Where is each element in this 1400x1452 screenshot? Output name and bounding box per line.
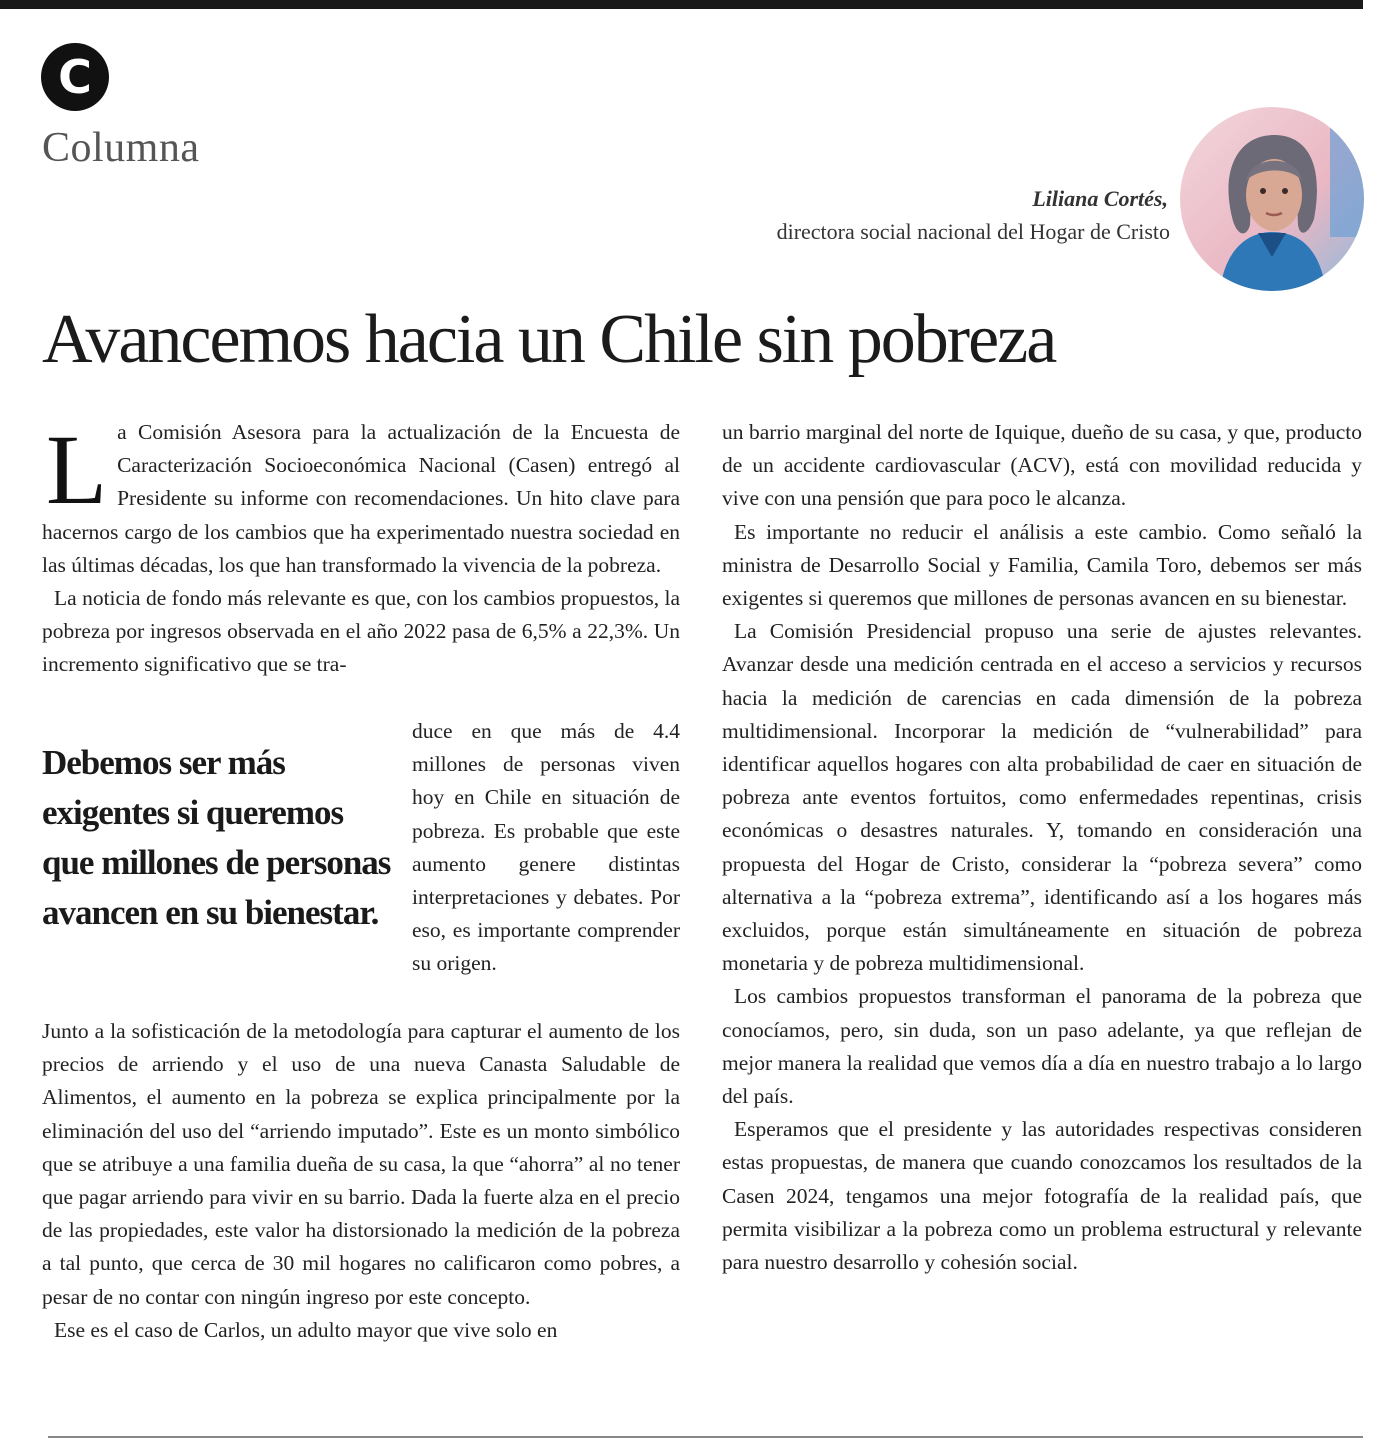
author-photo [1180, 107, 1364, 291]
top-rule [0, 0, 1363, 9]
paragraph-6: La Comisión Presidencial propuso una serie de ajustes relevantes. Avanzar desde una medición centrada en el acceso a servicios y recursos hacia la medición de carencias en cada dimensión de la pobreza multidimensional. Incorporar la medición de “vulnerabilidad” para identificar aquellos hogares con alta probabilidad de caer en situación de pobreza ante eventos fortuitos, como enfermedades repentinas, crisis económicas o desastres naturales. Y, tomando en consideración una propuesta del Hogar de Cristo, considerar la “pobreza severa” como alternativa a la “pobreza extrema”, identificando así a los hogares más excluidos, porque están simultáneamente en situación de pobreza monetaria y de pobreza multidimensional. [722, 619, 1362, 976]
drop-cap: L [46, 414, 108, 525]
paragraph-8: Esperamos que el presidente y las autoridades respectivas consideren estas propuestas, de manera que cuando conozcamos los resultados de la Casen 2024, tengamos una mejor fotografía de la realidad país, que permita visibilizar a la pobreza como un problema estructural y relevante para nuestro desarrollo y cohesión social. [722, 1117, 1362, 1275]
paragraph-4-start: Ese es el caso de Carlos, un adulto mayor que vive solo en [54, 1317, 558, 1342]
paragraph-3: Junto a la sofisticación de la metodología para capturar el aumento de los precios de arriendo y el uso de una nueva Canasta Saludable de Alimentos, el aumento en la pobreza se explica principalmente por la eliminación del uso del “arriendo imputado”. Este es un monto simbólico que se atribuye a una familia dueña de su casa, la que “ahorra” al no tener que pagar arriendo para vivir en su barrio. Dada la fuerte alza en el precio de las propiedades, este valor ha distorsionado la medición de la pobreza a tal punto, que cerca de 30 mil hogares no calificaron como pobres, a pesar de no contar con ningún ingreso por este concepto. [42, 1019, 680, 1309]
paragraph-2-continued: duce en que más de 4.4 millones de personas viven hoy en Chile en situación de pobreza. Es probable que este aumento genere distintas interpretaciones y debates. Por eso, es importante comprender su origen. [412, 719, 680, 976]
author-portrait-image [1180, 107, 1364, 291]
paragraph-4-continued: un barrio marginal del norte de Iquique, dueño de su casa, y que, producto de un accidente cardiovascular (ACV), está con movilidad reducida y vive con una pensión que para poco le alcanza. [722, 420, 1362, 511]
pull-quote: Debemos ser más exigentes si queremos que millones de personas avancen en su bienestar. [42, 743, 391, 932]
paragraph-7: Los cambios propuestos transforman el panorama de la pobreza que conocíamos, pero, sin duda, son un paso adelante, ya que reflejan de mejor manera la realidad que vemos día a día en nuestro trabajo a lo largo del país. [722, 984, 1362, 1109]
article-column-left-bottom [42, 1015, 680, 1347]
paragraph-1: a Comisión Asesora para la actualización de la Encuesta de Caracterización Socioeconómica Nacional (Casen) entregó al Presidente su informe con recomendaciones. Un hito clave para hacernos cargo de los cambios que ha experimentado nuestra sociedad en las últimas décadas, los que han transformado la vivencia de la pobreza. [42, 420, 680, 577]
paragraph-2-start: La noticia de fondo más relevante es que, con los cambios propuestos, la pobreza por ingresos observada en el año 2022 pasa de 6,5% a 22,3%. Un incremento significativo que se tra- [42, 586, 680, 677]
section-badge-letter: C [58, 50, 92, 104]
section-badge [41, 43, 109, 111]
section-label: Columna [42, 125, 200, 171]
article-column-left-top [42, 416, 680, 682]
author-role: directora social nacional del Hogar de Cristo [776, 219, 1170, 244]
article-column-right [722, 416, 1362, 1279]
paragraph-5: Es importante no reducir el análisis a este cambio. Como señaló la ministra de Desarrollo Social y Familia, Camila Toro, debemos ser más exigentes si queremos que millones de personas avancen en su bienestar. [722, 519, 1362, 611]
headline: Avancemos hacia un Chile sin pobreza [42, 301, 1056, 378]
bottom-rule [48, 1436, 1363, 1438]
author-name: Liliana Cortés, [1032, 186, 1168, 211]
article-column-left-narrow [412, 715, 680, 981]
